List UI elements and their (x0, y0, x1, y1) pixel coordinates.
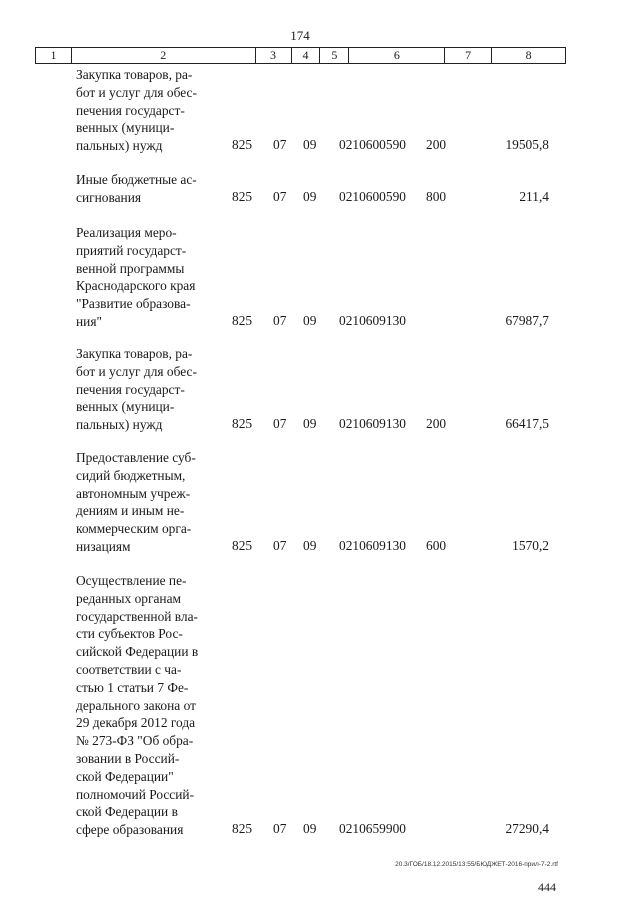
row-description (76, 572, 218, 839)
cell-col-7: 800 (426, 188, 447, 204)
cell-col-8: 27290,4 (505, 821, 549, 837)
cell-col-5: 09 (303, 821, 317, 837)
cell-col-6: 0210659900 (339, 821, 406, 837)
document-file-stamp: 20.3/ГОБ/18.12.2015/13:55/БЮДЖЕТ-2016-прил-7-2.rtf (395, 861, 558, 868)
description-line: № 273-ФЗ "Об обра- (76, 733, 194, 749)
header-col-7: 7 (445, 48, 492, 64)
cell-col-5: 09 (303, 313, 317, 328)
description-line: приятий государст- (76, 242, 187, 258)
cell-col-3: 825 (232, 416, 253, 432)
description-line: соответствии с ча- (76, 661, 182, 677)
description-line: венных (муници- (76, 399, 175, 415)
header-col-3: 3 (255, 48, 291, 64)
description-line: автономным учреж- (76, 485, 191, 501)
cell-col-3: 825 (232, 137, 253, 153)
cell-col-3: 825 (232, 188, 253, 204)
page-number-top: 174 (290, 28, 310, 43)
cell-col-4: 07 (273, 538, 287, 553)
cell-col-7: 200 (426, 137, 447, 153)
cell-col-3: 825 (232, 821, 253, 837)
description-line: зовании в Россий- (76, 750, 180, 766)
description-line: Предоставление суб- (76, 450, 196, 465)
cell-col-4: 07 (273, 188, 287, 204)
cell-col-6: 0210609130 (339, 313, 406, 328)
description-line: пальных) нужд (76, 417, 163, 433)
cell-col-5: 09 (303, 188, 317, 204)
row-description (76, 66, 218, 155)
cell-col-8: 1570,2 (512, 538, 549, 553)
page-number-bottom: 444 (538, 880, 556, 894)
row-description (76, 345, 218, 434)
description-line: венной программы (76, 260, 185, 276)
description-line: Закупка товаров, ра- (76, 67, 193, 82)
cell-col-5: 09 (303, 416, 317, 432)
header-col-4: 4 (291, 48, 320, 64)
description-line: коммерческим орга- (76, 521, 192, 537)
description-line: Закупка товаров, ра- (76, 346, 193, 361)
description-line: Реализация меро- (76, 225, 177, 240)
description-line: государственной вла- (76, 608, 199, 624)
description-line: "Развитие образова- (76, 296, 191, 312)
cell-col-8: 66417,5 (505, 416, 549, 432)
cell-col-3: 825 (232, 313, 253, 328)
description-line: Краснодарского края (76, 278, 196, 294)
description-line: бот и услуг для обес- (76, 363, 197, 379)
description-line: бот и услуг для обес- (76, 84, 197, 100)
description-line: сфере образования (76, 822, 184, 838)
description-line: ской Федерации в (76, 804, 178, 820)
description-line: ской Федерации" (76, 768, 174, 784)
description-line: Иные бюджетные ас- (76, 172, 197, 187)
cell-col-8: 211,4 (519, 188, 549, 204)
column-number-header (35, 47, 566, 64)
cell-col-5: 09 (303, 538, 317, 553)
cell-col-4: 07 (273, 313, 287, 328)
description-line: низациям (76, 538, 131, 554)
cell-col-6: 0210609130 (339, 416, 406, 432)
cell-col-6: 0210609130 (339, 538, 406, 553)
description-line: стью 1 статьи 7 Фе- (76, 679, 189, 695)
description-line: печения государст- (76, 381, 185, 397)
cell-col-8: 19505,8 (505, 137, 549, 153)
description-line: пальных) нужд (76, 138, 163, 154)
description-line: сигнования (76, 189, 142, 205)
description-line: дерального закона от (76, 697, 196, 713)
cell-col-4: 07 (273, 416, 287, 432)
row-description (76, 171, 218, 207)
description-line: сидий бюджетным, (76, 467, 186, 483)
cell-col-5: 09 (303, 137, 317, 153)
description-line: полномочий Россий- (76, 786, 195, 802)
description-line: печения государст- (76, 102, 185, 118)
header-col-2: 2 (71, 48, 255, 64)
description-line: ния" (76, 313, 102, 329)
header-col-6: 6 (349, 48, 445, 64)
cell-col-7: 600 (426, 538, 447, 553)
cell-col-4: 07 (273, 821, 287, 837)
cell-col-7: 200 (426, 416, 447, 432)
cell-col-4: 07 (273, 137, 287, 153)
header-col-8: 8 (492, 48, 566, 64)
description-line: венных (муници- (76, 120, 175, 136)
description-line: дениям и иным не- (76, 503, 185, 519)
cell-col-3: 825 (232, 538, 253, 553)
cell-col-8: 67987,7 (505, 313, 549, 328)
description-line: реданных органам (76, 590, 181, 606)
description-line: 29 декабря 2012 года (76, 715, 196, 731)
description-line: Осуществление пе- (76, 573, 187, 588)
description-line: сийской Федерации в (76, 644, 199, 660)
header-col-5: 5 (320, 48, 349, 64)
description-line: сти субъектов Рос- (76, 626, 183, 642)
header-col-1: 1 (36, 48, 72, 64)
row-description (76, 449, 218, 556)
cell-col-6: 0210600590 (339, 188, 406, 204)
cell-col-6: 0210600590 (339, 137, 406, 153)
row-description (76, 224, 218, 331)
